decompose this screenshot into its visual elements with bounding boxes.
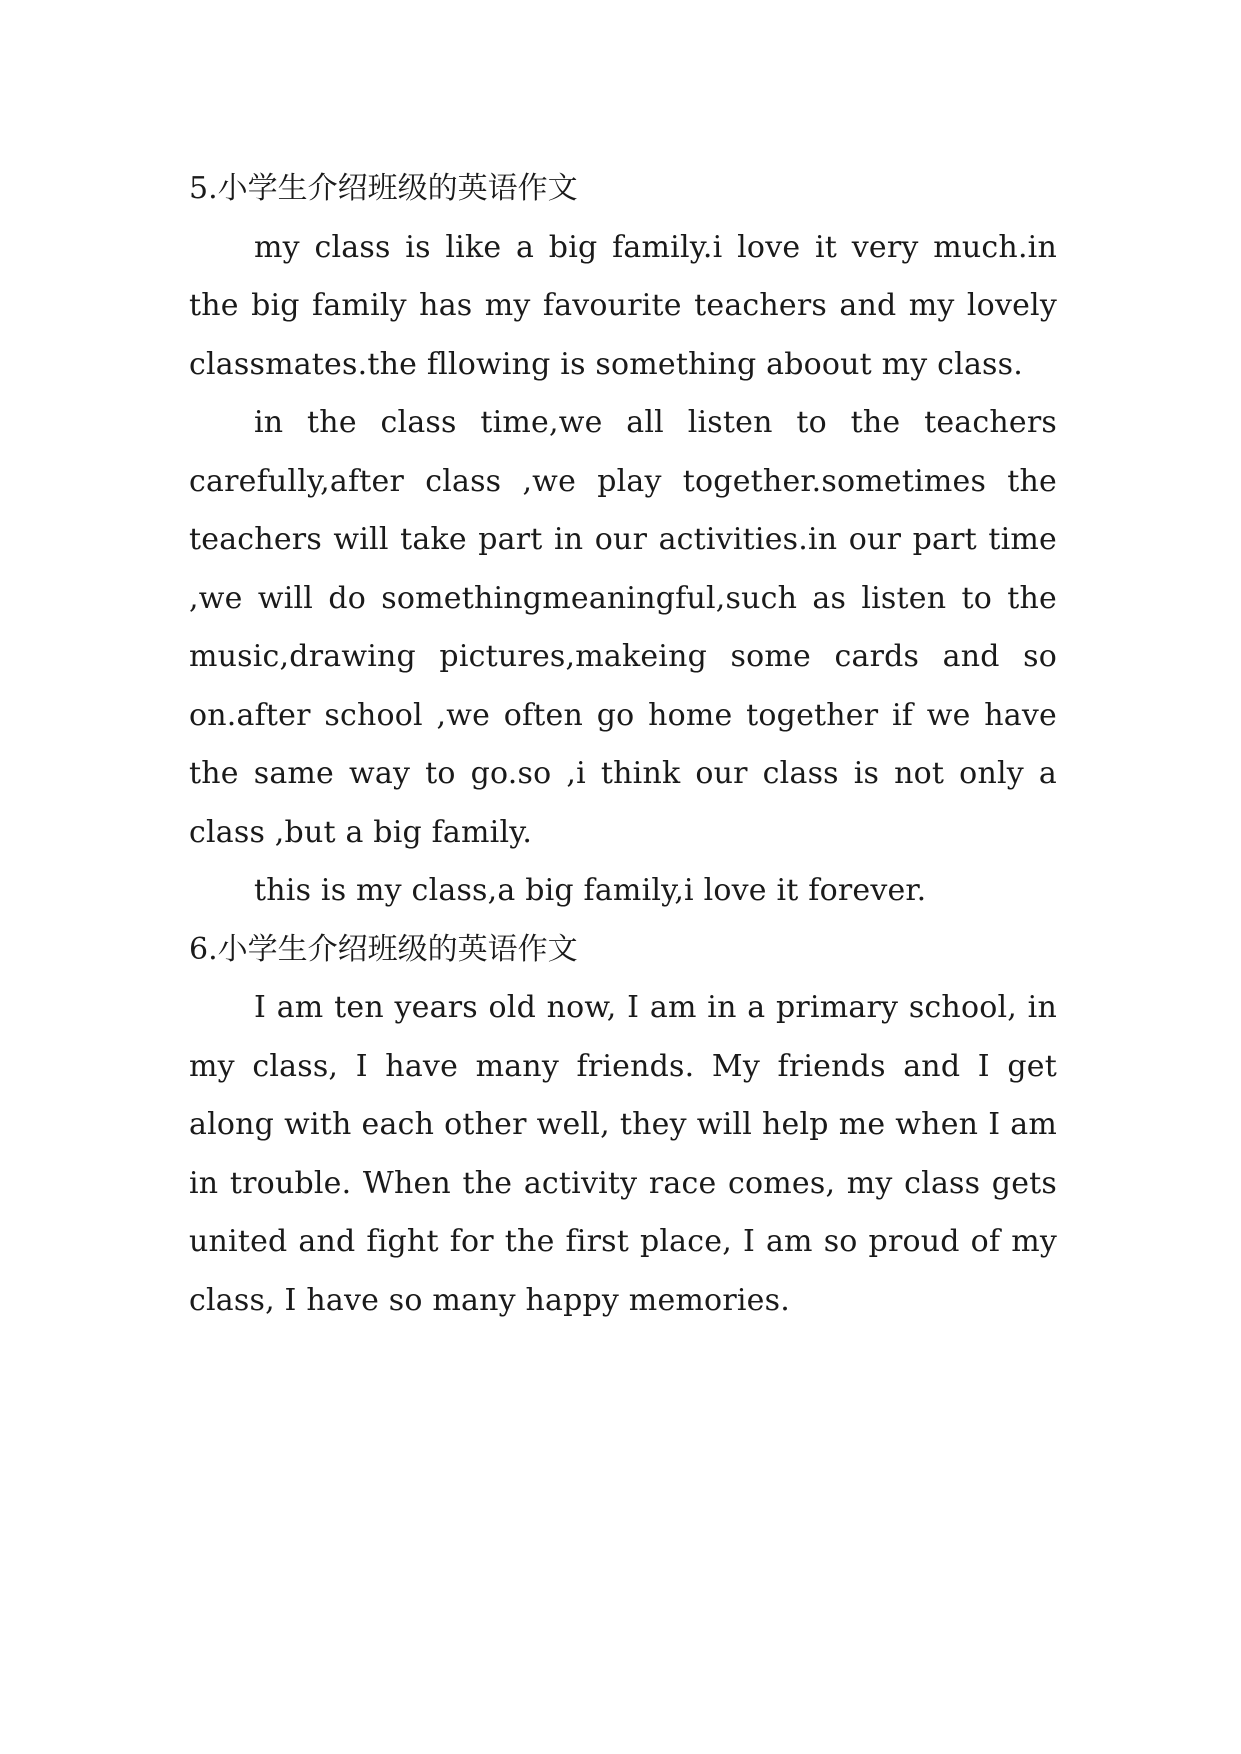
- paragraph: I am ten years old now, I am in a primary school, in my class, I have many friends. My friends and I get along with each other well, they will help me when I am in trouble. When the activity race comes, my class gets united and fight for the first place, I am so proud of my class, I have so many happy memories.: [189, 990, 1057, 1318]
- section-heading-6: 6.小学生介绍班级的英语作文: [189, 931, 578, 967]
- paragraph: this is my class,a big family,i love it forever.: [254, 873, 927, 908]
- section-heading-5: 5.小学生介绍班级的英语作文: [189, 171, 578, 206]
- paragraph: my class is like a big family.i love it very much.in the big family has my favourite teachers and my lovely classmates.the fllowing is something aboout my class.: [189, 229, 1057, 382]
- document-body: [189, 160, 1057, 1330]
- paragraph: in the class time,we all listen to the teachers carefully,after class ,we play together.sometimes the teachers will take part in our activities.in our part time ,we will do somethingmeaningful,such as listen to the music,drawing pictures,makeing some cards and so on.after school ,we often go home together if we have the same way to go.so ,i think our class is not only a class ,but a big family.: [189, 405, 1057, 850]
